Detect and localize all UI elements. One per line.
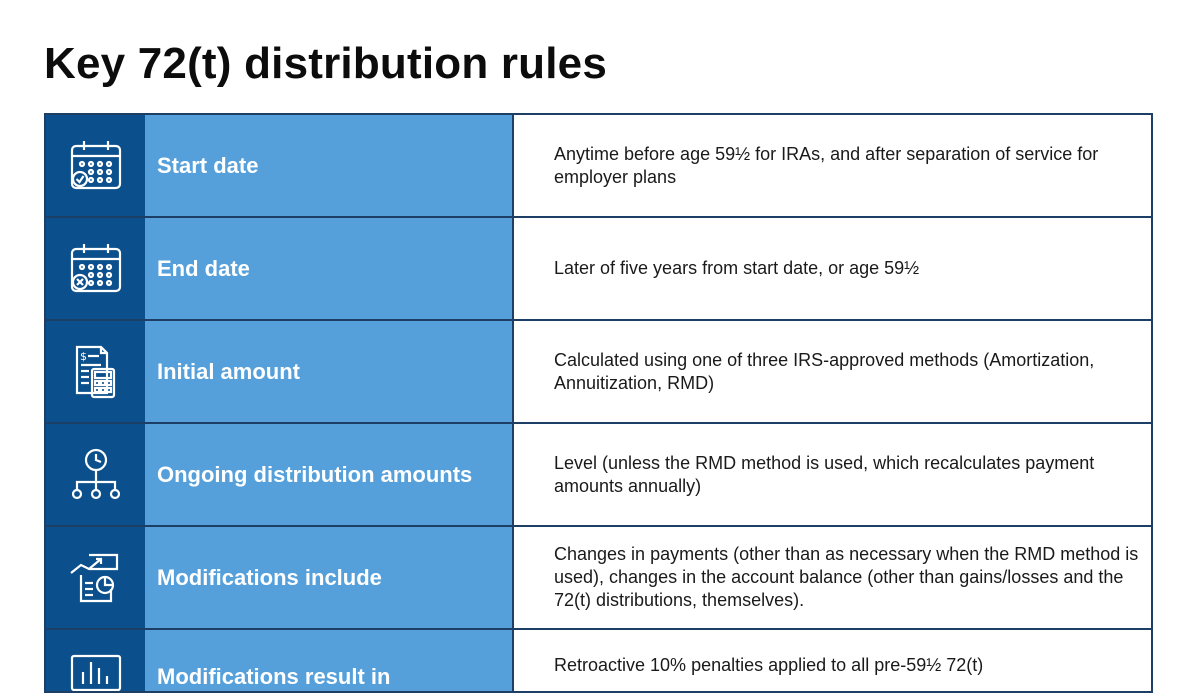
row-description: Level (unless the RMD method is used, which recalculates payment amounts annually) (512, 424, 1151, 527)
row-description: Anytime before age 59½ for IRAs, and after separation of service for employer plans (512, 115, 1151, 218)
clock-distribution-icon (67, 446, 125, 504)
row-label: End date (145, 218, 512, 321)
chart-board-icon (67, 648, 125, 693)
table-row (46, 115, 1151, 218)
table-row (46, 527, 1151, 630)
document-calculator-icon (67, 343, 125, 401)
row-label: Initial amount (145, 321, 512, 424)
report-chart-icon (67, 549, 125, 607)
row-description: Retroactive 10% penalties applied to all pre-59½ 72(t) (512, 630, 1151, 693)
table-row (46, 321, 1151, 424)
table-row (46, 218, 1151, 321)
row-label: Ongoing distribution amounts (145, 424, 512, 527)
calendar-x-icon (67, 240, 125, 298)
rules-table (44, 113, 1153, 693)
row-description: Later of five years from start date, or age 59½ (512, 218, 1151, 321)
row-description: Calculated using one of three IRS-approved methods (Amortization, Annuitization, RMD) (512, 321, 1151, 424)
row-description: Changes in payments (other than as necessary when the RMD method is used), changes in the account balance (other than gains/losses and the 72(t) distributions, themselves). (512, 527, 1151, 630)
row-label: Start date (145, 115, 512, 218)
row-label: Modifications result in (145, 630, 512, 693)
table-row (46, 630, 1151, 693)
svg-text:$: $ (79, 349, 87, 363)
table-row (46, 424, 1151, 527)
row-label: Modifications include (145, 527, 512, 630)
page-title: Key 72(t) distribution rules (44, 39, 608, 88)
calendar-check-icon (67, 137, 125, 195)
